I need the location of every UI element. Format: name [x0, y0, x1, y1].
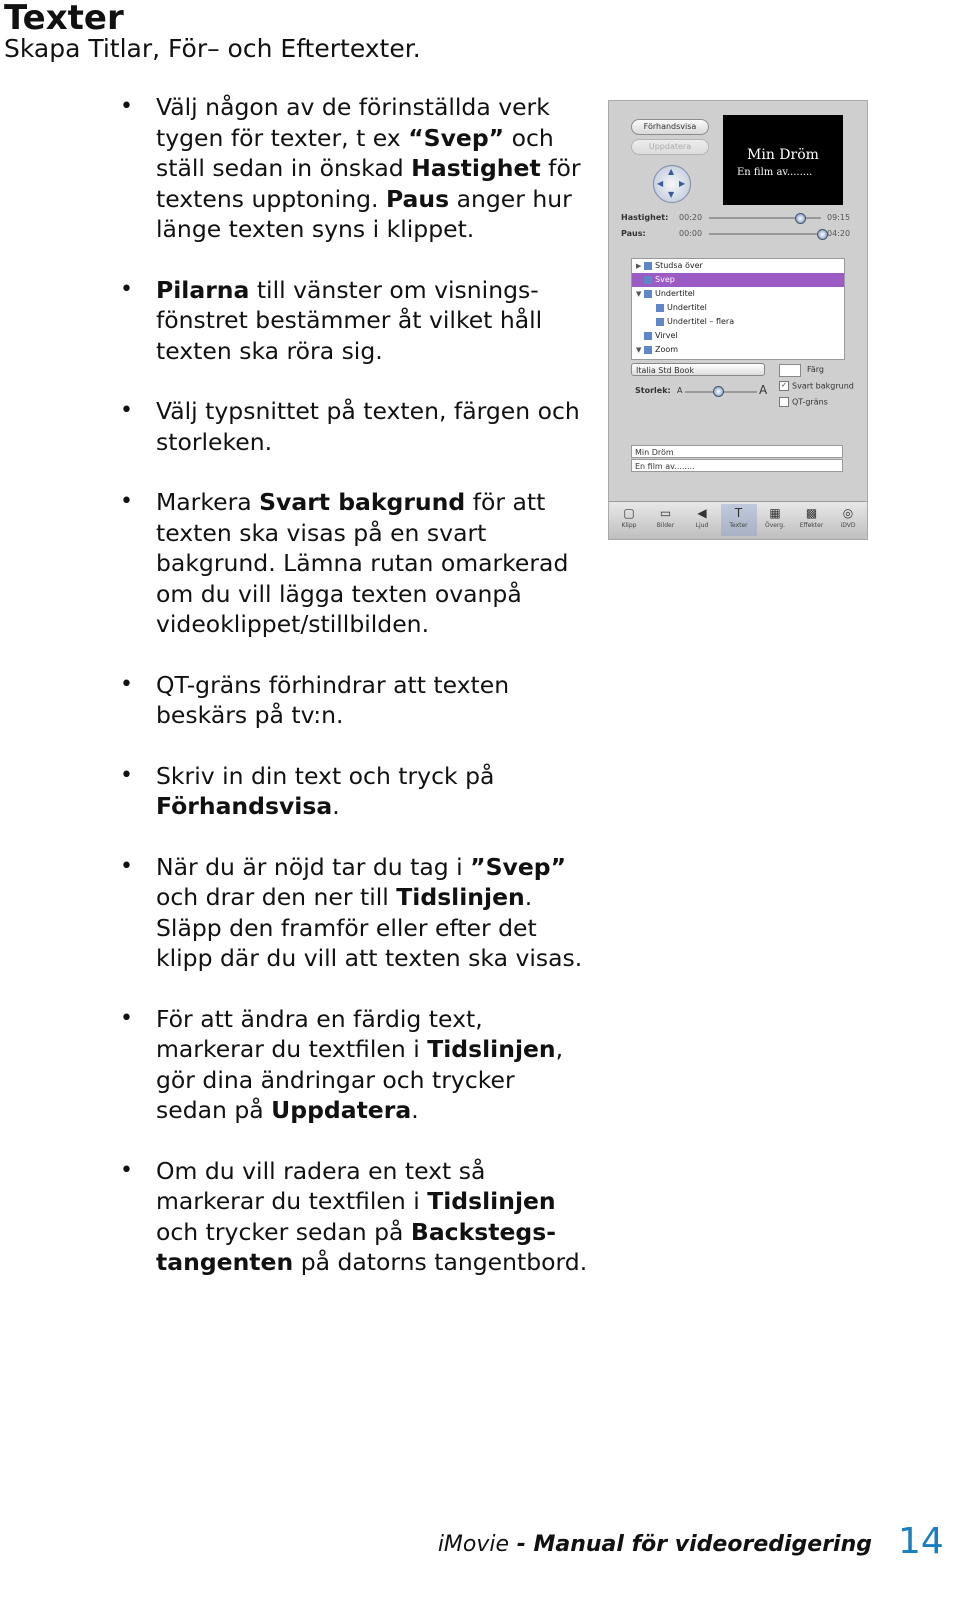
instruction-item: [120, 396, 590, 457]
toolbar-button-bilder[interactable]: [648, 504, 684, 536]
disclosure-triangle-icon[interactable]: ▼: [636, 346, 642, 354]
preview-line-1: Min Dröm: [747, 147, 819, 163]
footer-title: [438, 1532, 872, 1557]
body-text: , gör dina ändringar och trycker sedan på: [156, 1035, 564, 1124]
clips-icon: ▢: [623, 506, 635, 520]
photos-icon: ▭: [659, 506, 672, 520]
body-text: för att texten ska visas på en svart bakgrund. Lämna rutan omarkerad om du vill lägga texten ovanpå videoklippet/stillbilden.: [156, 488, 569, 638]
speed-max: 09:15: [827, 213, 851, 222]
list-item[interactable]: [632, 287, 844, 301]
body-text: Skriv in din text och tryck på: [156, 761, 495, 790]
audio-icon: ◀: [697, 506, 707, 520]
list-item[interactable]: [632, 329, 844, 343]
body-text: på datorns tangentbord.: [293, 1248, 588, 1276]
emphasis-text: Pilarna: [156, 275, 250, 304]
body-text: När du är nöjd tar du tag i: [156, 852, 471, 881]
body-text: och drar den ner till: [156, 883, 397, 911]
toolbar-button-label: Överg.: [764, 522, 786, 529]
instruction-item: [120, 1004, 590, 1126]
body-text: och trycker sedan på: [156, 1217, 411, 1246]
emphasis-text: Paus: [385, 184, 450, 213]
list-item-label: Svep: [655, 275, 675, 284]
body-text: .: [411, 1096, 419, 1124]
title-style-icon: [644, 346, 652, 354]
page-title: Texter: [4, 0, 124, 38]
body-text: För att ändra en färdig text, markerar du textfilen i: [156, 1004, 483, 1063]
arrow-left-icon[interactable]: ◀: [657, 179, 664, 188]
title-style-icon: [644, 276, 652, 284]
toolbar-button-label: Effekter: [799, 522, 824, 529]
emphasis-text: Tidslinjen: [427, 1187, 556, 1215]
toolbar-button-idvd[interactable]: [830, 504, 866, 536]
size-slider-knob[interactable]: [713, 386, 724, 397]
color-swatch[interactable]: [779, 364, 801, 377]
toolbar-button-ljud[interactable]: [684, 504, 720, 536]
preview-button[interactable]: Förhandsvisa: [631, 119, 709, 135]
list-item[interactable]: [632, 273, 844, 287]
emphasis-text: Hastighet: [411, 154, 541, 182]
title-style-icon: [656, 304, 664, 312]
toolbar-button-effekter[interactable]: [794, 504, 830, 536]
speed-slider-row: [619, 211, 859, 225]
speed-value: 00:20: [679, 213, 703, 222]
list-item-label: Studsa över: [655, 261, 703, 270]
list-item[interactable]: [632, 315, 844, 329]
list-item-label: Undertitel: [655, 289, 695, 298]
body-text: och ställ sedan in önskad: [156, 123, 554, 182]
title-style-icon: [656, 318, 664, 326]
speed-slider-knob[interactable]: [795, 213, 806, 224]
preview-line-2: En film av........: [737, 167, 813, 178]
instruction-item: [120, 1156, 590, 1278]
list-item-label: Zoom: [655, 345, 679, 354]
title-style-icon: [644, 290, 652, 298]
disclosure-triangle-icon[interactable]: ▶: [636, 262, 642, 270]
instruction-item: [120, 761, 590, 822]
footer-app: iMovie: [437, 1532, 510, 1557]
toolbar-button-klipp[interactable]: [611, 504, 647, 536]
size-label: Storlek:: [635, 386, 671, 395]
title-style-icon: [644, 332, 652, 340]
list-item[interactable]: [632, 301, 844, 315]
preview-window: [723, 115, 843, 205]
black-bg-label: Svart bakgrund: [792, 381, 854, 391]
page-subtitle: Skapa Titlar, För– och Eftertexter.: [4, 34, 421, 63]
update-button[interactable]: Uppdatera: [631, 139, 709, 155]
list-item-label: Undertitel – flera: [667, 317, 735, 326]
pause-label: Paus:: [621, 229, 646, 238]
body-text: . Släpp den framför eller efter det klipp där du vill att texten ska visas.: [156, 883, 583, 972]
emphasis-text: Tidslinjen: [427, 1035, 556, 1063]
arrow-up-icon[interactable]: ▲: [668, 167, 675, 176]
emphasis-text: Svart bakgrund: [259, 488, 466, 516]
toolbar-button-överg[interactable]: [757, 504, 793, 536]
color-label: Färg: [807, 365, 824, 374]
qt-checkbox[interactable]: [779, 397, 789, 407]
list-item-label: Undertitel: [667, 303, 707, 312]
instruction-item: [120, 275, 590, 367]
pause-max: 04:20: [827, 229, 851, 238]
text-field-line-1[interactable]: Min Dröm: [631, 445, 843, 458]
instruction-item: [120, 852, 590, 974]
toolbar-button-label: Texter: [729, 522, 748, 529]
titles-icon: T: [734, 506, 743, 520]
body-text: Markera: [156, 488, 260, 516]
imovie-titles-panel: [608, 100, 868, 540]
effects-icon: ▩: [805, 506, 818, 520]
black-bg-checkbox[interactable]: ✓: [779, 381, 789, 391]
pane-toolbar: [609, 501, 867, 540]
body-text: anger hur länge texten syns i klippet.: [156, 184, 572, 243]
body-text: QT-gräns förhindrar att texten beskärs på tv:n.: [156, 670, 510, 729]
emphasis-text: ”Svep”: [470, 852, 567, 881]
body-text: .: [332, 792, 340, 820]
emphasis-text: Uppdatera: [271, 1096, 412, 1124]
pause-slider-row: [619, 227, 859, 241]
instruction-item: [120, 670, 590, 731]
instruction-item: [120, 92, 590, 245]
toolbar-button-label: iDVD: [840, 522, 856, 529]
transitions-icon: ▦: [769, 506, 781, 520]
font-select[interactable]: Italia Std Book: [631, 363, 765, 376]
qt-label: QT-gräns: [792, 397, 828, 407]
title-style-icon: [644, 262, 652, 270]
emphasis-text: “Svep”: [408, 123, 505, 152]
text-field-line-2[interactable]: En film av........: [631, 459, 843, 472]
list-item[interactable]: [632, 343, 844, 357]
body-text: Välj typsnittet på texten, färgen och storleken.: [156, 397, 580, 456]
list-item-label: Virvel: [655, 331, 678, 340]
size-small-label: A: [677, 386, 683, 395]
direction-arrows[interactable]: [653, 165, 691, 203]
disclosure-triangle-icon[interactable]: ▼: [636, 290, 642, 298]
emphasis-text: Backstegstangenten: [156, 1217, 556, 1276]
page-number: 14: [898, 1521, 944, 1562]
black-bg-option[interactable]: [779, 381, 854, 391]
footer-manual: - Manual för videoredigering: [509, 1532, 872, 1557]
title-style-list: [631, 258, 845, 360]
toolbar-button-texter[interactable]: [721, 504, 757, 536]
body-text: för textens upptoning.: [156, 154, 581, 213]
emphasis-text: Förhandsvisa: [156, 792, 333, 820]
body-text: Om du vill radera en text så markerar du textfilen i: [156, 1156, 486, 1215]
pause-value: 00:00: [679, 229, 703, 238]
body-text: till vänster om visningsfönstret bestämmer åt vilket håll texten ska röra sig.: [156, 275, 543, 365]
size-large-label: A: [759, 383, 768, 397]
speed-label: Hastighet:: [621, 213, 669, 222]
arrow-down-icon[interactable]: ▼: [668, 190, 675, 199]
pause-track[interactable]: [709, 233, 821, 235]
instruction-list: [120, 92, 590, 1308]
body-text: Välj någon av de förinställda verk tygen för texter, t ex: [156, 93, 550, 152]
toolbar-button-label: Ljud: [695, 522, 709, 529]
toolbar-button-label: Bilder: [656, 522, 675, 529]
arrow-right-icon[interactable]: ▶: [679, 179, 686, 188]
list-item[interactable]: [632, 259, 844, 273]
qt-option[interactable]: [779, 397, 828, 407]
instruction-item: [120, 487, 590, 640]
emphasis-text: Tidslinjen: [396, 883, 525, 911]
idvd-icon: ◎: [842, 506, 854, 520]
toolbar-button-label: Klipp: [621, 522, 637, 529]
